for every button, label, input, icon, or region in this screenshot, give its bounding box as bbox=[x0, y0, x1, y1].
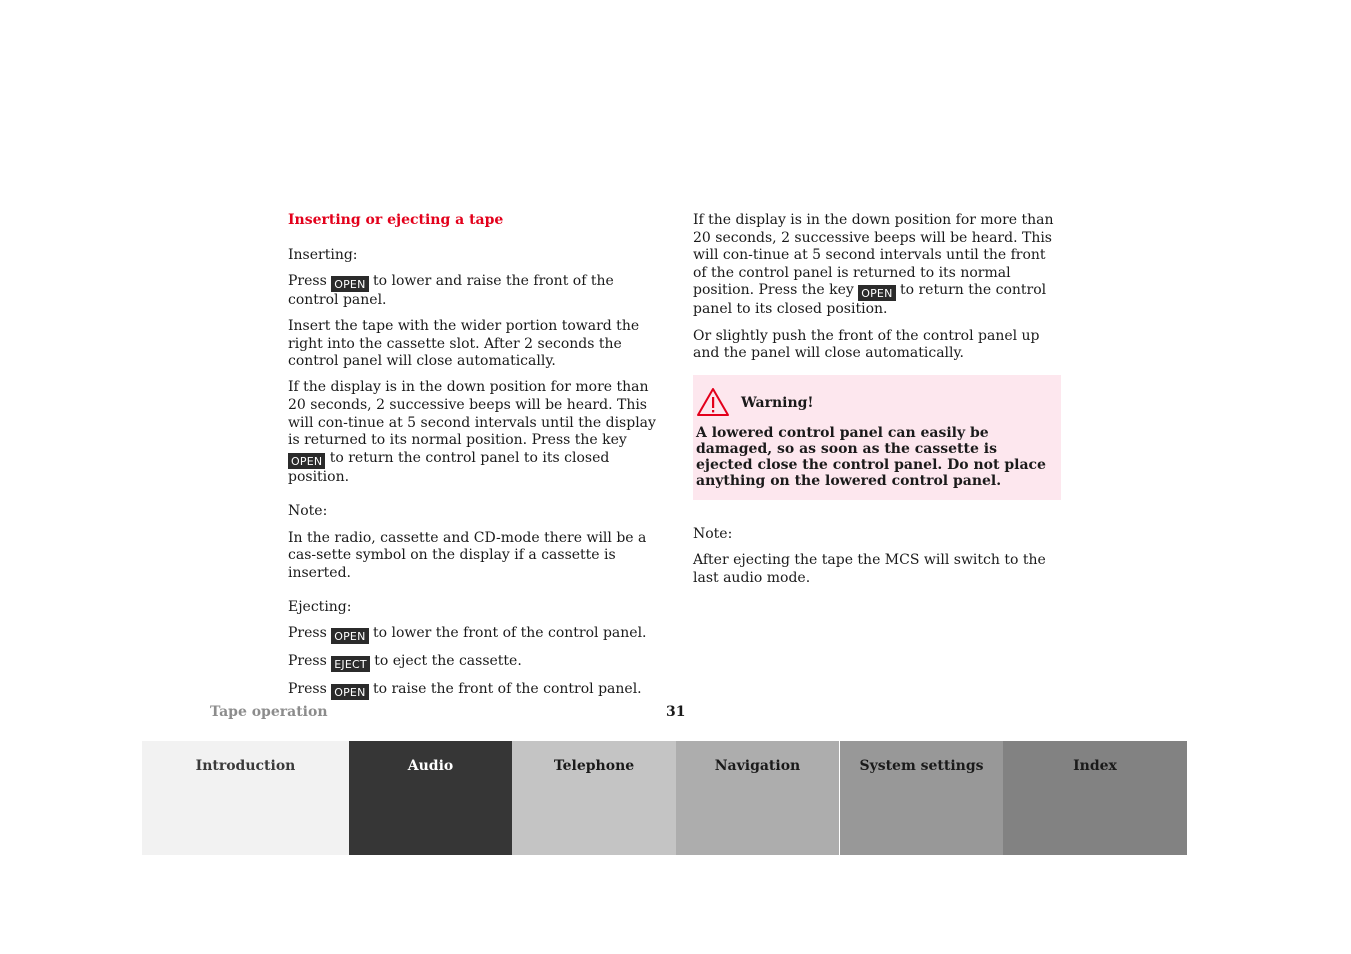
press-text: Press bbox=[288, 653, 327, 670]
footer-section-title: Tape operation bbox=[210, 704, 328, 720]
note-label: Note: bbox=[288, 503, 328, 520]
inserting-label: Inserting: bbox=[288, 246, 358, 263]
eject-key: EJECT bbox=[331, 656, 370, 672]
press-text: Press bbox=[288, 625, 327, 642]
eject-step-3-text: to raise the front of the control panel. bbox=[372, 680, 642, 697]
warning-header bbox=[696, 387, 1053, 417]
page-number: 31 bbox=[666, 704, 686, 720]
eject-step-3 bbox=[288, 681, 660, 700]
push-panel-info: Or slightly push the front of the control panel up and the panel will close automatically. bbox=[693, 327, 1040, 362]
tab-system-settings[interactable] bbox=[840, 741, 1003, 855]
tab-index[interactable] bbox=[1003, 741, 1187, 855]
ejecting-label: Ejecting: bbox=[288, 599, 352, 616]
eject-step-2-text: to eject the cassette. bbox=[374, 653, 522, 670]
press-text: Press bbox=[288, 272, 327, 289]
insert-step-3 bbox=[288, 379, 660, 486]
insert-step-2: Insert the tape with the wider portion toward the right into the cassette slot. After 2 seconds the control panel will close automatically. bbox=[288, 317, 640, 370]
insert-step-3-text-a: If the display is in the down position for more than 20 seconds, 2 successive beeps will be heard. This will con-tinue at 5 second intervals until the display is returned to its normal position. Press the key bbox=[288, 379, 656, 449]
tab-navigation[interactable] bbox=[676, 741, 839, 855]
insert-step-1-text: to lower and raise the front of the control panel. bbox=[288, 272, 614, 308]
warning-box bbox=[693, 375, 1061, 500]
tab-label: Telephone bbox=[553, 758, 635, 774]
open-key: OPEN bbox=[331, 684, 368, 700]
open-key: OPEN bbox=[331, 628, 368, 644]
section-heading: Inserting or ejecting a tape bbox=[288, 212, 504, 228]
insert-step-1 bbox=[288, 273, 660, 310]
display-info-text-a: If the display is in the down position for more than 20 seconds, 2 successive beeps will be heard. This will con-tinue at 5 second intervals until the front of the control panel is returned to its normal position. Press the key bbox=[693, 212, 1054, 299]
open-key: OPEN bbox=[288, 453, 325, 469]
right-column bbox=[693, 212, 1063, 596]
press-text: Press bbox=[288, 680, 327, 697]
display-info-text-b: to return the control panel to its closed position. bbox=[693, 282, 1047, 318]
note-label: Note: bbox=[693, 525, 733, 542]
warning-label: Warning! bbox=[741, 394, 814, 411]
warning-triangle-icon bbox=[696, 387, 730, 417]
tab-telephone[interactable] bbox=[512, 741, 676, 855]
tab-label: Audio bbox=[407, 758, 454, 774]
insert-step-3-text-b: to return the control panel to its closed position. bbox=[288, 449, 610, 485]
tab-label: Index bbox=[1073, 758, 1117, 774]
tab-introduction[interactable] bbox=[142, 741, 349, 855]
display-info bbox=[693, 212, 1063, 319]
left-column bbox=[288, 212, 660, 708]
note-text: In the radio, cassette and CD-mode there will be a cas-sette symbol on the display if a cassette is inserted. bbox=[288, 529, 647, 581]
open-key: OPEN bbox=[858, 285, 895, 301]
tab-audio[interactable] bbox=[349, 741, 512, 855]
tab-label: Navigation bbox=[714, 758, 801, 774]
eject-step-2 bbox=[288, 653, 660, 672]
open-key: OPEN bbox=[331, 276, 368, 292]
tab-label: System settings bbox=[859, 758, 984, 774]
warning-text: A lowered control panel can easily be damaged, so as soon as the cassette is ejected close the control panel. Do not place anything on the lowered control panel. bbox=[696, 424, 1046, 489]
eject-step-1 bbox=[288, 625, 660, 644]
tab-label: Introduction bbox=[195, 758, 296, 774]
note-text: After ejecting the tape the MCS will switch to the last audio mode. bbox=[693, 551, 1046, 586]
eject-step-1-text: to lower the front of the control panel. bbox=[372, 625, 647, 642]
